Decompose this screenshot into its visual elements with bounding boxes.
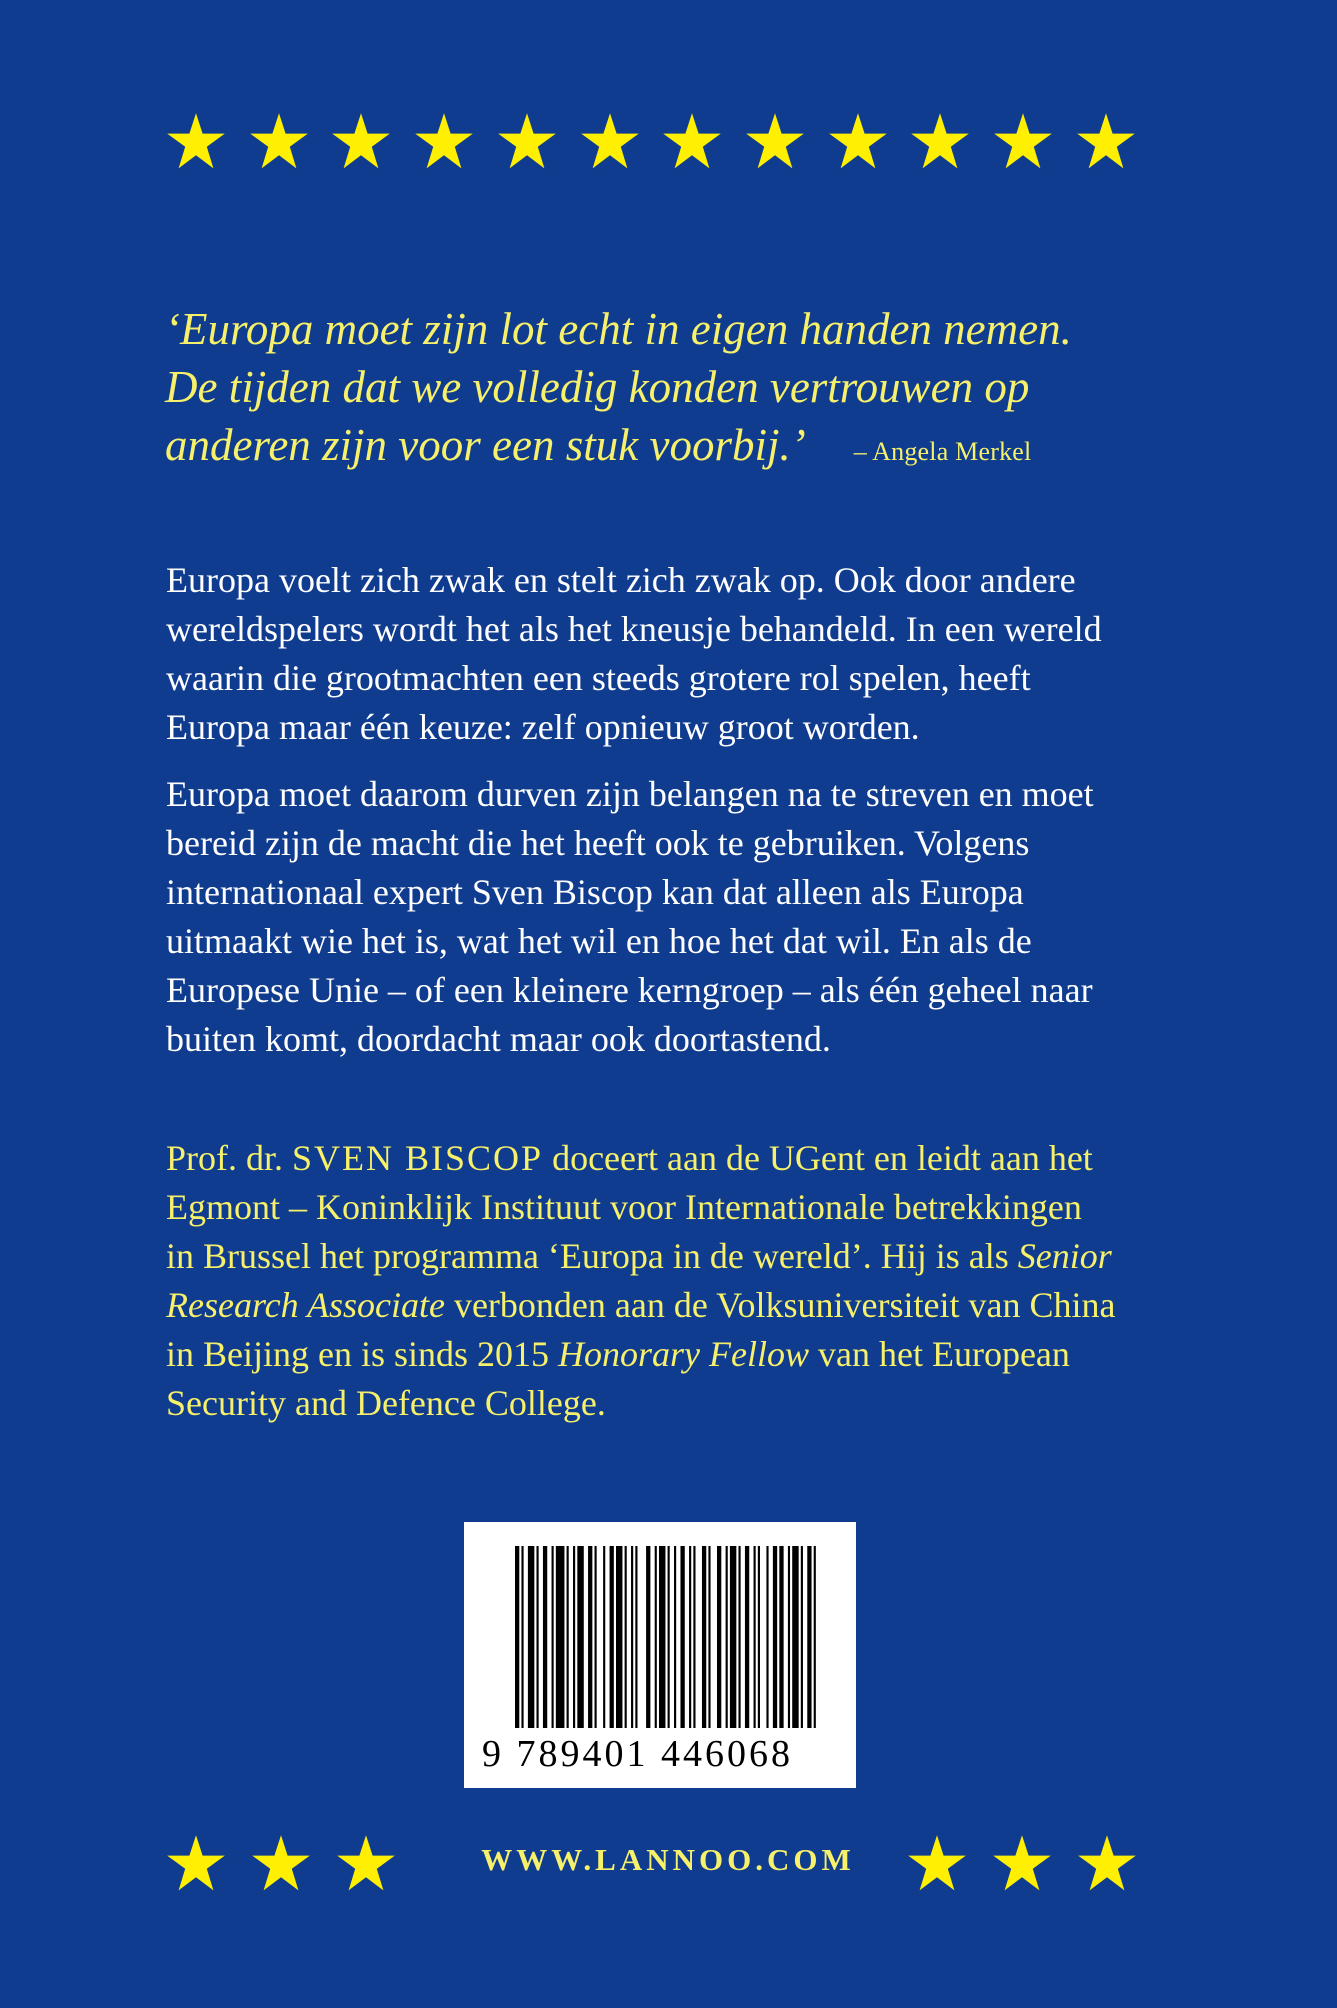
bio-line-1-suffix: doceert aan de UGent en leidt aan het [543, 1138, 1093, 1178]
barcode-bar [730, 1546, 736, 1728]
five-point-star-icon [993, 112, 1053, 172]
barcode-bar [543, 1546, 547, 1728]
barcode-bar [702, 1546, 706, 1728]
paragraph-2-line: buiten komt, doordacht maar ook doortastend. [166, 1019, 831, 1059]
barcode-bar [693, 1546, 695, 1728]
barcode-bar [689, 1546, 691, 1728]
bio-line-3 [166, 1232, 1166, 1281]
barcode-bar [655, 1546, 657, 1728]
bio-line-1 [166, 1134, 1166, 1183]
barcode-bar [708, 1546, 710, 1728]
barcode-bar [674, 1546, 676, 1728]
quote-line-3-text: anderen zijn voor een stuk voorbij.’ [165, 420, 806, 470]
five-point-star-icon [992, 1834, 1052, 1894]
barcode-bar [814, 1546, 816, 1728]
barcode-bar [758, 1546, 760, 1728]
barcode-bar [680, 1546, 684, 1728]
five-point-star-icon [662, 112, 722, 172]
bio-line-4 [166, 1281, 1166, 1330]
five-point-star-icon [166, 112, 226, 172]
barcode-bar [801, 1546, 803, 1728]
description-paragraph-2 [166, 770, 1166, 1064]
five-point-star-icon [907, 1834, 967, 1894]
barcode-bar [521, 1546, 523, 1728]
paragraph-1-line: Europa voelt zich zwak en stelt zich zwak op. Ook door andere [166, 560, 1076, 600]
barcode-bar [773, 1546, 777, 1728]
bio-line-1-prefix: Prof. dr. [166, 1138, 292, 1178]
five-point-star-icon [336, 1834, 396, 1894]
author-bio [166, 1134, 1166, 1428]
barcode-bar [610, 1546, 614, 1728]
publisher-website: WWW.LANNOO.COM [481, 1842, 855, 1877]
five-point-star-icon [497, 112, 557, 172]
barcode-number: 9 789401 446068 [482, 1733, 793, 1775]
barcode-bar [616, 1546, 622, 1728]
barcode-bar [745, 1546, 749, 1728]
barcode-bar [646, 1546, 650, 1728]
bio-line-5-suffix: van het European [809, 1334, 1070, 1374]
bio-line-4-suffix: verbonden aan de Volksuniversiteit van China [444, 1285, 1116, 1325]
quote-line-2: De tijden dat we volledig konden vertrouwen op [165, 362, 1030, 412]
bio-line-5-italic: Honorary Fellow [558, 1334, 809, 1374]
barcode-bar [668, 1546, 670, 1728]
barcode-bar [536, 1546, 538, 1728]
five-point-star-icon [745, 112, 805, 172]
five-point-star-icon [251, 1834, 311, 1894]
bottom-right-star-row [907, 1832, 1137, 1896]
barcode-bar [659, 1546, 665, 1728]
author-name: SVEN BISCOP [292, 1138, 544, 1178]
barcode-bar [766, 1546, 768, 1728]
barcode-bars [515, 1546, 818, 1728]
barcode-bar [726, 1546, 728, 1728]
barcode-bar [573, 1546, 575, 1728]
barcode-bar [792, 1546, 798, 1728]
paragraph-1-line: Europa maar één keuze: zelf opnieuw groot worden. [166, 707, 920, 747]
barcode-bar [738, 1546, 740, 1728]
barcode-bar [807, 1546, 811, 1728]
five-point-star-icon [1077, 1834, 1137, 1894]
paragraph-2-line: internationaal expert Sven Biscop kan dat alleen als Europa [166, 872, 1024, 912]
barcode-bar [635, 1546, 637, 1728]
pull-quote [165, 300, 1165, 481]
bio-line-3-italic: Senior [1017, 1236, 1112, 1276]
bio-line-5-prefix: in Beijing en is sinds 2015 [166, 1334, 559, 1374]
bio-line-5 [166, 1330, 1166, 1379]
five-point-star-icon [249, 112, 309, 172]
barcode-bar [588, 1546, 592, 1728]
top-star-row [166, 110, 1136, 174]
barcode-bar [552, 1546, 554, 1728]
bio-line-3-prefix: in Brussel het programma ‘Europa in de wereld’. Hij is als [166, 1236, 1018, 1276]
description-paragraph-1 [166, 556, 1166, 752]
paragraph-2-line: uitmaakt wie het is, wat het wil en hoe het dat wil. En als de [166, 921, 1032, 961]
barcode-bar [595, 1546, 597, 1728]
paragraph-2-line: Europese Unie – of een kleinere kerngroep – als één geheel naar [166, 970, 1093, 1010]
five-point-star-icon [580, 112, 640, 172]
barcode-bar [603, 1546, 605, 1728]
bio-line-4-italic: Research Associate [166, 1285, 445, 1325]
barcode-bar [717, 1546, 721, 1728]
five-point-star-icon [166, 1834, 226, 1894]
barcode-bar [528, 1546, 534, 1728]
paragraph-1-line: waarin die grootmachten een steeds grotere rol spelen, heeft [166, 658, 1031, 698]
five-point-star-icon [414, 112, 474, 172]
five-point-star-icon [1076, 112, 1136, 172]
bio-line-2: Egmont – Koninklijk Instituut voor Internationale betrekkingen [166, 1187, 1082, 1227]
barcode-bar [577, 1546, 583, 1728]
barcode-bar [631, 1546, 633, 1728]
barcode-bar [515, 1546, 519, 1728]
paragraph-2-line: bereid zijn de macht die het heeft ook te gebruiken. Volgens [166, 823, 1030, 863]
barcode-bar [567, 1546, 569, 1728]
bio-line-6: Security and Defence College. [166, 1383, 606, 1423]
barcode-bar [779, 1546, 783, 1728]
quote-line-3 [165, 416, 1165, 481]
five-point-star-icon [910, 112, 970, 172]
barcode-bar [556, 1546, 565, 1728]
barcode-bar [788, 1546, 790, 1728]
paragraph-1-line: wereldspelers wordt het als het kneusje behandeld. In een wereld [166, 609, 1102, 649]
quote-attribution: – Angela Merkel [853, 437, 1032, 466]
paragraph-2-line: Europa moet daarom durven zijn belangen na te streven en moet [166, 774, 1094, 814]
quote-line-1: ‘Europa moet zijn lot echt in eigen handen nemen. [165, 304, 1072, 354]
bottom-left-star-row [166, 1832, 396, 1896]
five-point-star-icon [331, 112, 391, 172]
barcode-bar [625, 1546, 627, 1728]
five-point-star-icon [828, 112, 888, 172]
barcode-bar [754, 1546, 756, 1728]
isbn-barcode [464, 1522, 856, 1788]
